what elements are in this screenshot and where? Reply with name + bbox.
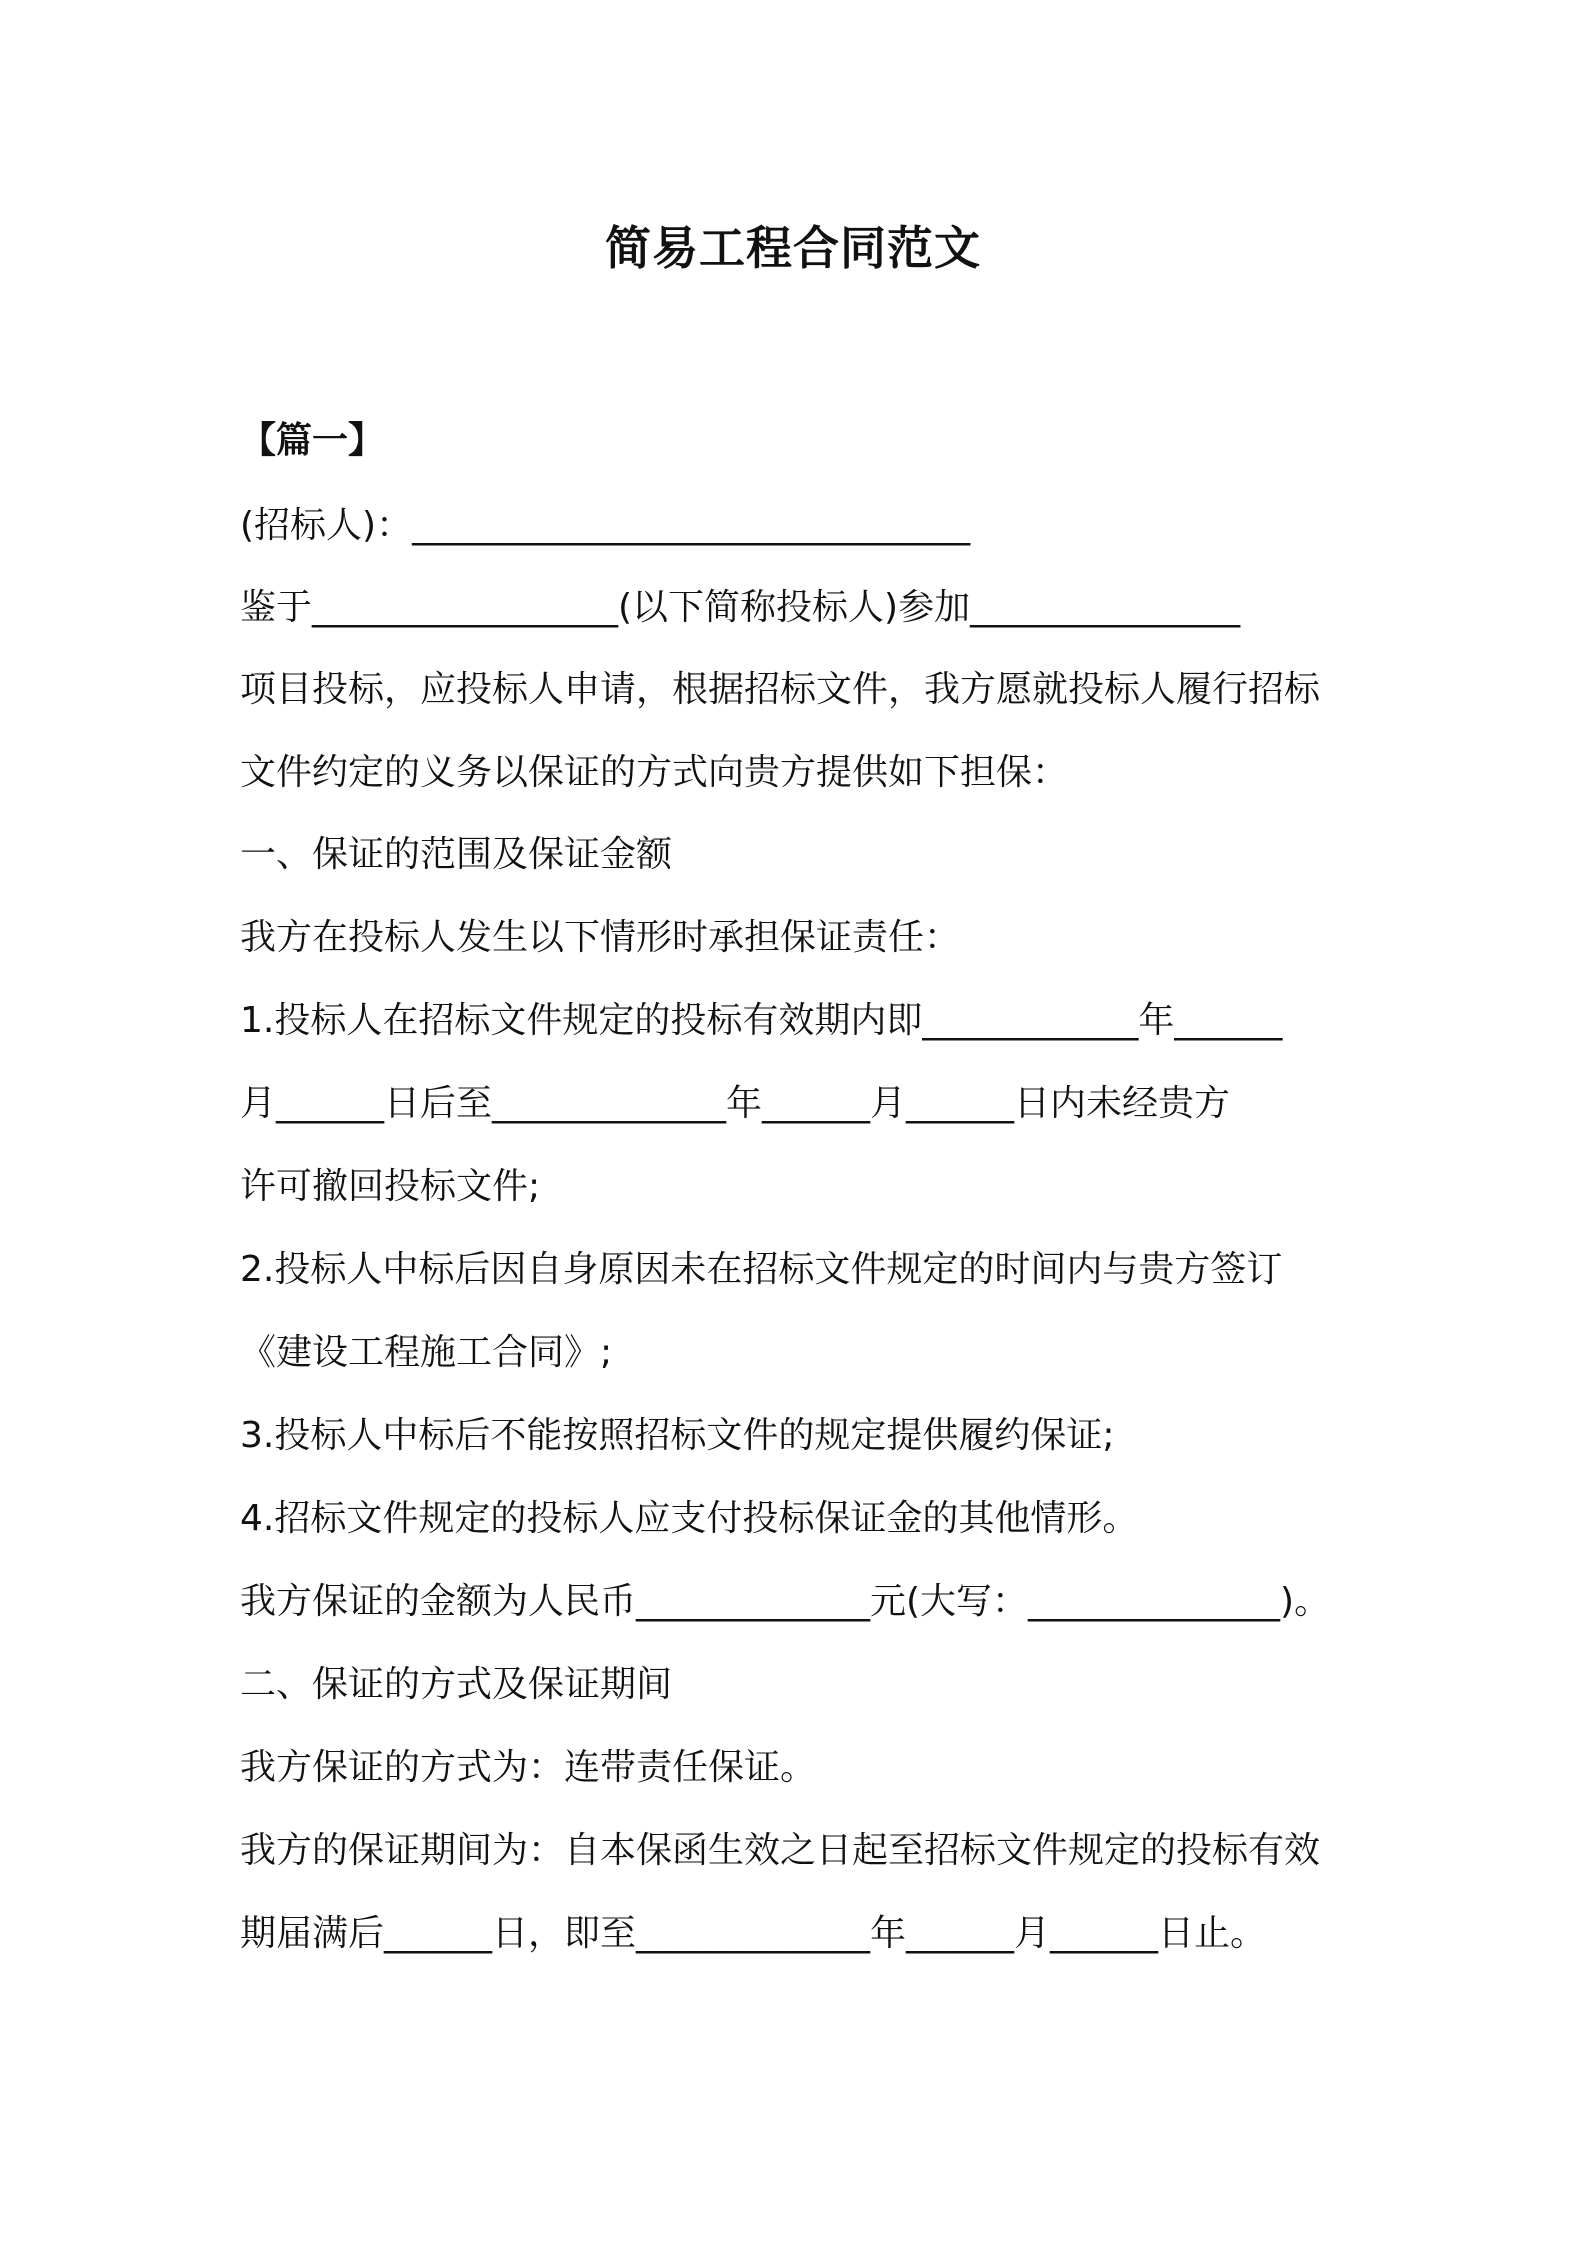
- paragraph-line: 我方保证的方式为：连带责任保证。: [240, 1747, 817, 1788]
- paragraph-line: 我方在投标人发生以下情形时承担保证责任：: [240, 917, 961, 958]
- clause-heading-2: 二、保证的方式及保证期间: [240, 1664, 673, 1705]
- paragraph-line: 项目投标，应投标人申请，根据招标文件，我方愿就投标人履行招标: [240, 669, 1321, 710]
- paragraph-line: 鉴于_________________(以下简称投标人)参加_______________: [240, 587, 1241, 628]
- section-heading: 【篇一】: [240, 420, 385, 461]
- list-item-2-cont: 《建设工程施工合同》;: [240, 1332, 613, 1373]
- paragraph-line: 期届满后______日，即至_____________年______月______日止。: [240, 1913, 1267, 1954]
- document-title: 简易工程合同范文: [605, 221, 981, 275]
- paragraph-line: 文件约定的义务以保证的方式向贵方提供如下担保：: [240, 752, 1069, 793]
- list-item-3: 3.投标人中标后不能按照招标文件的规定提供履约保证;: [240, 1415, 1115, 1456]
- list-item-2: 2.投标人中标后因自身原因未在招标文件规定的时间内与贵方签订: [240, 1249, 1283, 1290]
- list-item-1: 1.投标人在招标文件规定的投标有效期内即____________年______: [240, 1000, 1283, 1041]
- paragraph-line: 我方的保证期间为：自本保函生效之日起至招标文件规定的投标有效: [240, 1830, 1321, 1871]
- list-item-4: 4.招标文件规定的投标人应支付投标保证金的其他情形。: [240, 1498, 1139, 1539]
- list-item-1-cont: 月______日后至_____________年______月______日内未经贵方: [240, 1083, 1231, 1124]
- clause-heading-1: 一、保证的范围及保证金额: [240, 834, 673, 875]
- list-item-1-cont: 许可撤回投标文件;: [240, 1166, 541, 1207]
- guarantee-amount-line: 我方保证的金额为人民币_____________元(大写：______________)。: [240, 1581, 1331, 1622]
- paragraph-line-tenderer: (招标人)：_______________________________: [240, 505, 971, 546]
